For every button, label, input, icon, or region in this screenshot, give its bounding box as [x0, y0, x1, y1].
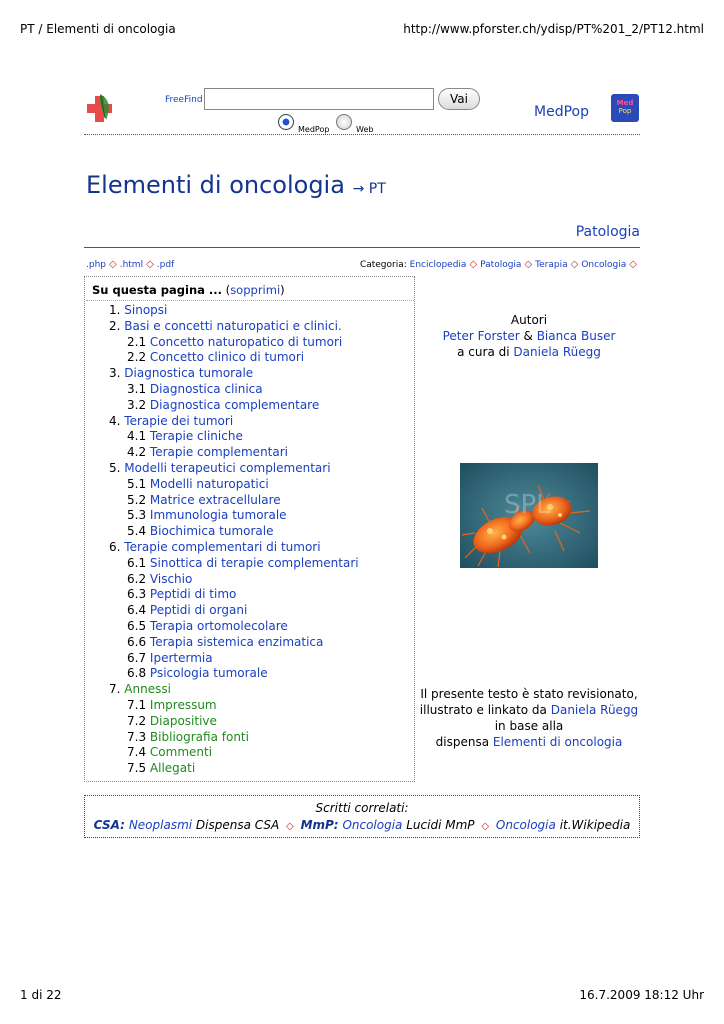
- toc-item: [86, 761, 359, 777]
- search-button[interactable]: Vai: [438, 88, 480, 110]
- author-link[interactable]: Bianca Buser: [536, 329, 616, 343]
- toc-item: [86, 350, 359, 366]
- toc-item-number: 6.6: [127, 634, 147, 649]
- toc-item: [86, 572, 359, 588]
- category-links: [360, 259, 640, 270]
- dispensa-link[interactable]: Elementi di oncologia: [492, 735, 623, 749]
- toc-item-link[interactable]: Sinopsi: [124, 303, 168, 317]
- toc-item-link[interactable]: Psicologia tumorale: [149, 666, 268, 681]
- toc-item: [86, 619, 359, 635]
- toc-item-link[interactable]: Annessi: [124, 682, 171, 697]
- toc-item-link[interactable]: Diagnostica tumorale: [124, 366, 254, 381]
- toc-item-link[interactable]: Basi e concetti naturopatici e clinici.: [124, 318, 342, 333]
- toc-item: [86, 603, 359, 619]
- toc-item: [86, 556, 359, 572]
- revision-line1: Il presente testo è stato revisionato,: [420, 687, 638, 701]
- print-header-title: PT / Elementi di oncologia: [20, 22, 176, 36]
- medpop-logo-line1: Med: [616, 99, 634, 107]
- search-input[interactable]: [204, 88, 434, 110]
- toc-item-link[interactable]: Modelli naturopatici: [149, 476, 269, 491]
- toc-item-link[interactable]: Commenti: [149, 745, 213, 760]
- category-label: Categoria:: [359, 260, 407, 270]
- separator-icon: ◇: [146, 259, 154, 270]
- toc-item-link[interactable]: Biochimica tumorale: [149, 524, 274, 539]
- page-title: [86, 171, 386, 199]
- related-links: [84, 818, 640, 832]
- toc-item-number: 1.: [109, 303, 121, 317]
- category-terapia[interactable]: Terapia: [535, 260, 568, 270]
- toc-item-number: 6.8: [127, 666, 147, 681]
- toc-item: [86, 303, 359, 319]
- toc-item-link[interactable]: Terapie cliniche: [149, 429, 243, 444]
- toc-item: [86, 730, 359, 746]
- category-patologia[interactable]: Patologia: [480, 260, 522, 270]
- radio-web-label: Web: [356, 125, 374, 134]
- authors-amp: &: [523, 329, 533, 343]
- radio-medpop-label: MedPop: [298, 125, 330, 134]
- toc-item-number: 7.5: [127, 761, 147, 776]
- toc-item-number: 5.2: [127, 492, 147, 507]
- format-pdf-link[interactable]: .pdf: [156, 260, 175, 270]
- toc-item: [86, 508, 359, 524]
- toc-item-link[interactable]: Vischio: [149, 571, 193, 586]
- revision-line4-prefix: dispensa: [435, 735, 490, 749]
- revision-line2-prefix: illustrato e linkato da: [419, 703, 547, 717]
- toc-item-number: 6.4: [127, 603, 147, 618]
- toc-item: [86, 698, 359, 714]
- mmp-text: Lucidi MmP: [406, 818, 475, 832]
- toc-item-link[interactable]: Concetto clinico di tumori: [149, 350, 305, 365]
- toc-item-link[interactable]: Diapositive: [149, 713, 217, 728]
- title-rule: [84, 247, 640, 248]
- medpop-logo-icon[interactable]: [611, 94, 639, 122]
- print-footer-page: 1 di 22: [20, 988, 62, 1002]
- toc-item: [86, 366, 359, 382]
- radio-medpop[interactable]: [278, 114, 294, 130]
- toc-item-number: 2.1: [127, 334, 147, 349]
- toc-item-link[interactable]: Concetto naturopatico di tumori: [149, 334, 343, 349]
- category-enciclopedia[interactable]: Enciclopedia: [409, 260, 467, 270]
- csa-link[interactable]: Neoplasmi: [128, 818, 193, 832]
- medpop-link[interactable]: MedPop: [534, 104, 589, 120]
- toc-item: [86, 587, 359, 603]
- toc-heading: Su questa pagina ... (sopprimi): [92, 283, 285, 297]
- toc-item-link[interactable]: Peptidi di organi: [149, 603, 248, 618]
- toc-item-link[interactable]: Terapie complementari: [149, 445, 288, 460]
- toc-divider: [86, 300, 414, 301]
- toc-item-link[interactable]: Ipertermia: [149, 650, 213, 665]
- pt-link[interactable]: → PT: [352, 181, 386, 197]
- toc-item: [86, 540, 359, 556]
- toc-item: [86, 461, 359, 477]
- toc-item: [86, 682, 359, 698]
- toc-item-number: 7.: [109, 682, 121, 697]
- page-title-text: Elementi di oncologia: [86, 171, 345, 199]
- toc-item-link[interactable]: Allegati: [149, 761, 196, 776]
- related-title: Scritti correlati:: [315, 801, 409, 815]
- toc-item: [86, 635, 359, 651]
- editor-link[interactable]: Daniela Rüegg: [513, 345, 601, 359]
- toc-item-link[interactable]: Modelli terapeutici complementari: [124, 460, 331, 475]
- toc-item-number: 3.: [109, 366, 121, 381]
- toc-item-link[interactable]: Immunologia tumorale: [149, 508, 287, 523]
- toc-item-number: 6.3: [127, 587, 147, 602]
- toc-item: [86, 319, 359, 335]
- separator-icon: ◇: [524, 259, 533, 270]
- cancer-cell-image[interactable]: [460, 463, 598, 568]
- format-html-link[interactable]: .html: [119, 260, 144, 270]
- separator-icon: ◇: [109, 259, 117, 270]
- toc-item-number: 6.5: [127, 618, 147, 633]
- toc-item: [86, 429, 359, 445]
- mmp-label: MmP:: [300, 818, 339, 832]
- separator-icon: ◇: [286, 821, 294, 832]
- toc-item-number: 5.4: [127, 524, 147, 539]
- toc-item: [86, 414, 359, 430]
- toc-hide-link[interactable]: sopprimi: [230, 283, 281, 297]
- separator-icon: ◇: [481, 821, 490, 832]
- toc-item: [86, 382, 359, 398]
- toc-item: [86, 714, 359, 730]
- medpop-logo-line2: Pop: [618, 107, 632, 115]
- separator-icon: ◇: [469, 259, 478, 270]
- toc-item-link[interactable]: Bibliografia fonti: [149, 729, 249, 744]
- separator-icon: ◇: [629, 259, 637, 270]
- toc-item: [86, 477, 359, 493]
- freefind-label: FreeFind: [165, 95, 203, 105]
- radio-web[interactable]: [336, 114, 352, 130]
- editor-prefix: a cura di: [457, 345, 510, 359]
- toc-item: [86, 493, 359, 509]
- toc-item-number: 7.2: [127, 713, 147, 728]
- section-link-patologia[interactable]: Patologia: [575, 224, 640, 240]
- toc-item: [86, 524, 359, 540]
- wiki-text: it.Wikipedia: [559, 818, 631, 832]
- header-divider: [84, 134, 640, 135]
- toc-item-number: 5.1: [127, 476, 147, 491]
- csa-label: CSA:: [93, 818, 125, 832]
- image-watermark: SPL: [504, 490, 551, 520]
- toc-heading-text: Su questa pagina ...: [92, 283, 223, 297]
- format-php-link[interactable]: .php: [86, 260, 106, 270]
- print-footer-date: 16.7.2009 18:12 Uhr: [579, 988, 704, 1002]
- revision-line3: in base alla: [494, 719, 564, 733]
- format-links: [86, 259, 174, 270]
- toc-item-number: 4.2: [127, 445, 147, 460]
- toc-item: [86, 398, 359, 414]
- site-logo-icon[interactable]: [86, 92, 114, 126]
- toc-item-link[interactable]: Peptidi di timo: [149, 587, 237, 602]
- toc-item-link[interactable]: Terapia sistemica enzimatica: [149, 634, 324, 649]
- csa-text: Dispensa CSA: [195, 818, 280, 832]
- toc-item: [86, 445, 359, 461]
- wiki-link[interactable]: Oncologia: [495, 818, 556, 832]
- revision-note: [418, 686, 640, 750]
- toc-item-number: 6.1: [127, 555, 147, 570]
- toc-item-number: 3.1: [127, 381, 147, 396]
- toc-item: [86, 651, 359, 667]
- toc-item-link[interactable]: Terapie dei tumori: [124, 413, 234, 428]
- author-link[interactable]: Peter Forster: [442, 329, 520, 343]
- authors-heading: Autori: [510, 313, 548, 327]
- toc-item-number: 7.3: [127, 729, 147, 744]
- toc-item-link[interactable]: Matrice extracellulare: [149, 492, 281, 507]
- reviser-link[interactable]: Daniela Rüegg: [550, 703, 639, 717]
- toc-list: [86, 303, 359, 777]
- toc-item-link[interactable]: Terapie complementari di tumori: [124, 539, 321, 554]
- toc-item-number: 6.2: [127, 571, 147, 586]
- toc-item-number: 5.3: [127, 508, 147, 523]
- toc-item-number: 7.4: [127, 745, 147, 760]
- toc-item-number: 2.2: [127, 350, 147, 365]
- toc-item-number: 3.2: [127, 397, 147, 412]
- toc-item-number: 4.1: [127, 429, 147, 444]
- toc-item: [86, 666, 359, 682]
- toc-item-link[interactable]: Impressum: [149, 697, 217, 712]
- toc-item-number: 7.1: [127, 697, 147, 712]
- print-header-url: http://www.pforster.ch/ydisp/PT%201_2/PT12.html: [403, 22, 704, 36]
- toc-item-number: 6.: [109, 539, 121, 554]
- category-oncologia[interactable]: Oncologia: [581, 260, 627, 270]
- toc-item-number: 5.: [109, 460, 121, 475]
- toc-item-number: 6.7: [127, 650, 147, 665]
- mmp-link[interactable]: Oncologia: [342, 818, 403, 832]
- toc-item-link[interactable]: Terapia ortomolecolare: [149, 618, 288, 633]
- toc-item: [86, 745, 359, 761]
- toc-item-link[interactable]: Sinottica di terapie complementari: [149, 555, 359, 570]
- separator-icon: ◇: [570, 259, 579, 270]
- authors-block: [418, 312, 640, 360]
- toc-item: [86, 335, 359, 351]
- toc-item-link[interactable]: Diagnostica complementare: [149, 397, 320, 412]
- toc-item-number: 2.: [109, 318, 121, 333]
- toc-item-number: 4.: [109, 413, 121, 428]
- toc-item-link[interactable]: Diagnostica clinica: [149, 381, 263, 396]
